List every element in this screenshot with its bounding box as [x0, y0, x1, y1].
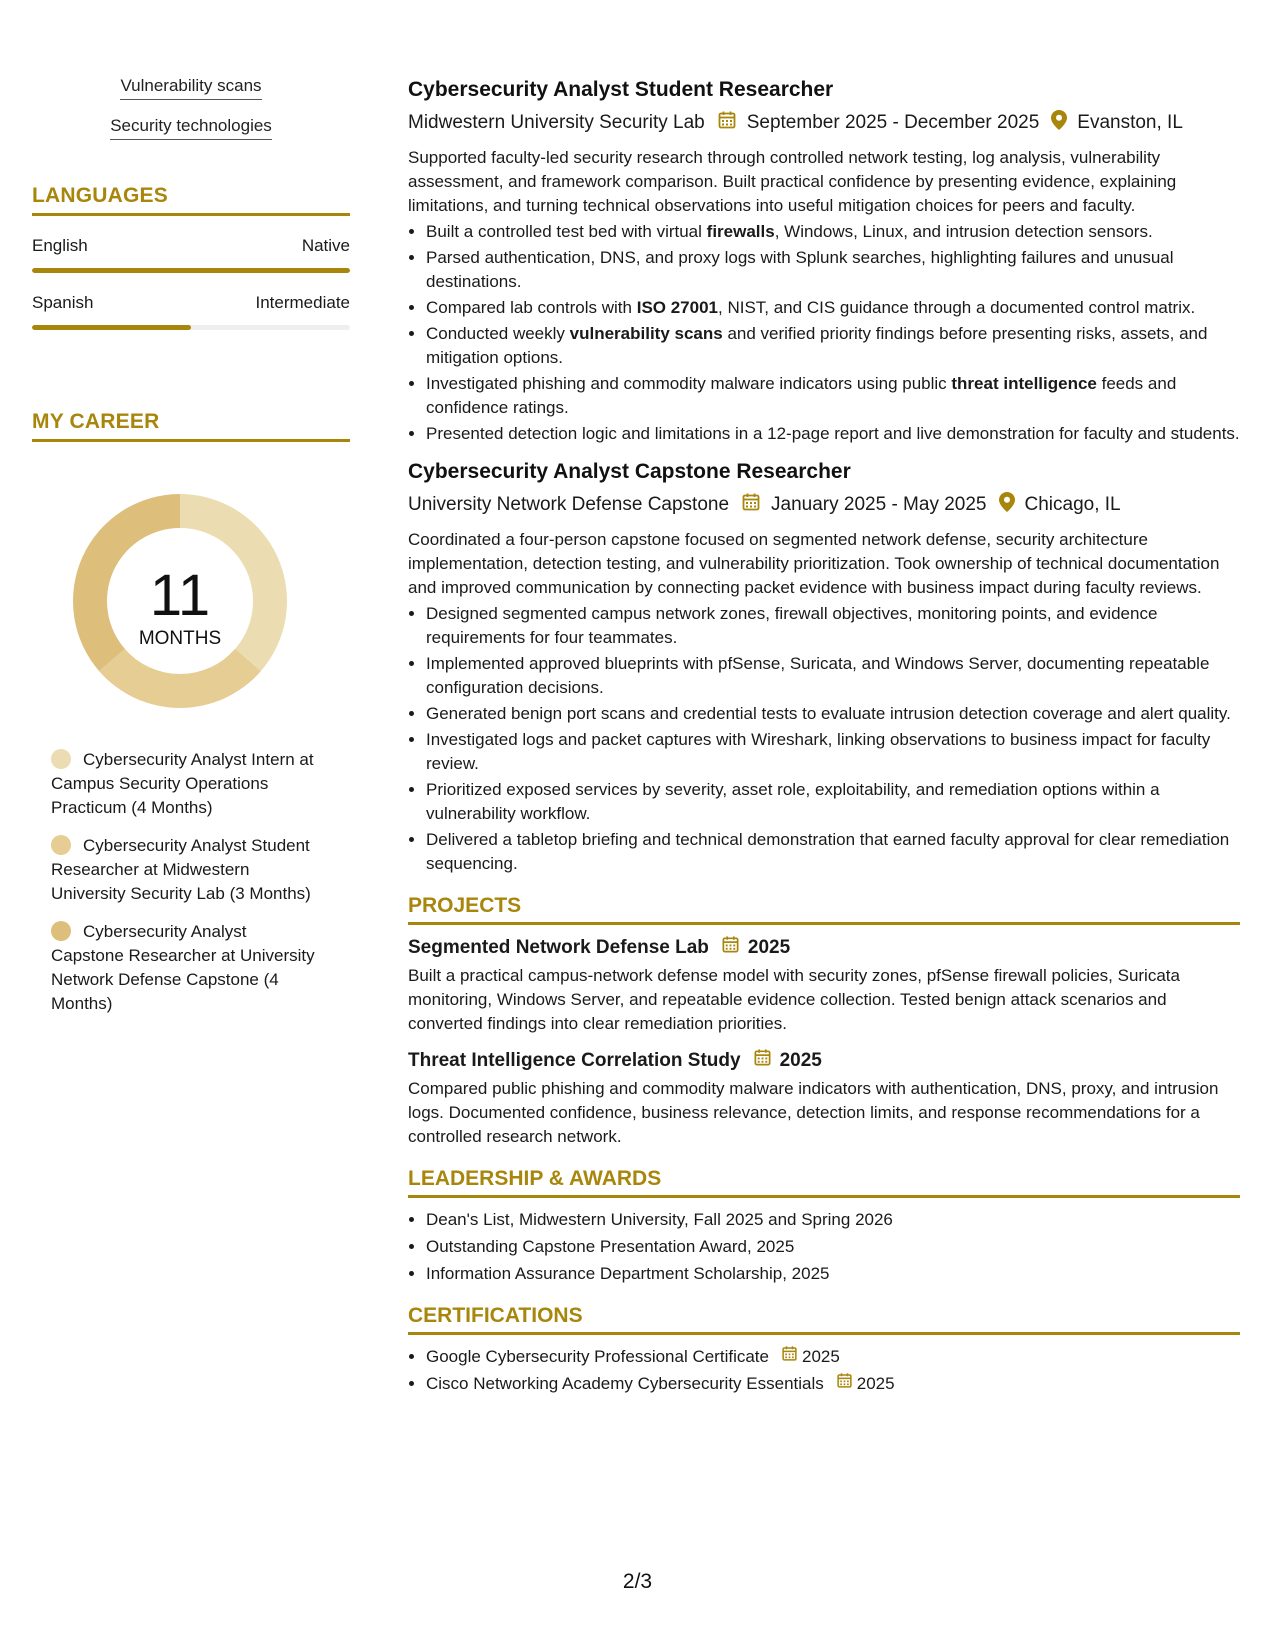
- career-legend-item: [51, 834, 321, 906]
- job-organization: University Network Defense Capstone: [408, 494, 730, 515]
- bullet-text: Parsed authentication, DNS, and proxy logs with Splunk searches, highlighting failures and unusual destinations.: [426, 248, 1174, 291]
- project-description: Built a practical campus-network defense model with security zones, pfSense firewall policies, Suricata monitoring, Windows Server, and repeatable evidence collection. Tested benign attack scenarios and converted findings into clear remediation priorities.: [408, 966, 1180, 1033]
- languages-list: [32, 236, 350, 330]
- job-dates: January 2025 - May 2025: [771, 494, 987, 515]
- bullet-text: Generated benign port scans and credential tests to evaluate intrusion detection coverage and alert quality.: [426, 704, 1231, 723]
- bullet-keyword: ISO 27001: [636, 298, 718, 317]
- job-meta: [408, 110, 1240, 136]
- projects-heading: PROJECTS: [408, 894, 1240, 925]
- project-year: 2025: [747, 936, 791, 958]
- job-bullet: [426, 296, 1240, 320]
- leadership-item: • Information Assurance Department Scholarship, 2025: [426, 1262, 1240, 1286]
- main-content: [408, 78, 1240, 1399]
- project-description: Compared public phishing and commodity malware indicators with authentication, DNS, proxy, and intrusion logs. Documented confidence, business relevance, detection limits, and response recommendations for a controlled research network.: [408, 1079, 1219, 1146]
- bullet-text: and verified priority findings before presenting risks, assets, and mitigation options.: [426, 324, 1208, 367]
- job-location: Evanston, IL: [1077, 112, 1183, 133]
- certification-name: Cisco Networking Academy Cybersecurity Essentials: [426, 1374, 824, 1393]
- bullet-text: Presented detection logic and limitations in a 12-page report and live demonstration for faculty and students.: [426, 424, 1240, 443]
- career-legend-item: [51, 748, 321, 820]
- job-bullet: [426, 652, 1240, 700]
- career-donut-segment: [99, 649, 261, 708]
- bullet-text: Conducted weekly: [426, 324, 570, 343]
- job-bullet: [426, 602, 1240, 650]
- legend-dot-icon: [51, 921, 71, 941]
- job-organization: Midwestern University Security Lab: [408, 112, 705, 133]
- job-bullet: [426, 322, 1240, 370]
- project-year: 2025: [779, 1049, 822, 1071]
- job-description: Coordinated a four-person capstone focused on segmented network defense, security architecture implementation, detection testing, and vulnerability prioritization. Took ownership of technical documentation and improved communication by connecting packet evidence with business impact during faculty reviews.: [408, 530, 1220, 597]
- certification-date: [824, 1372, 895, 1396]
- certification-name: Google Cybersecurity Professional Certificate: [426, 1347, 769, 1366]
- certification-year: 2025: [856, 1374, 895, 1393]
- language-row: [32, 236, 350, 256]
- career-unit: MONTHS: [138, 628, 222, 649]
- certification-item: [426, 1345, 1240, 1369]
- calendar-icon: [753, 1048, 772, 1073]
- calendar-icon: [721, 935, 740, 960]
- bullet-keyword: threat intelligence: [951, 374, 1097, 393]
- job-meta: [408, 492, 1240, 518]
- job-title: Cybersecurity Analyst Student Researcher: [408, 78, 834, 101]
- job-dates: September 2025 - December 2025: [746, 112, 1040, 133]
- job-title: Cybersecurity Analyst Capstone Researcher: [408, 460, 851, 483]
- sidebar: [32, 76, 350, 1030]
- job-location: Chicago, IL: [1024, 494, 1121, 515]
- experience-entry: [408, 460, 1240, 876]
- experience-section: [408, 78, 1240, 876]
- languages-heading: LANGUAGES: [32, 184, 350, 216]
- skill-label: Security technologies: [110, 116, 272, 140]
- leadership-heading: LEADERSHIP & AWARDS: [408, 1167, 1240, 1198]
- language-proficiency-bar: [32, 325, 350, 330]
- career-donut: [65, 486, 295, 716]
- map-pin-icon: [1051, 110, 1067, 136]
- job-bullets: [408, 602, 1240, 876]
- career-legend-label: Cybersecurity Analyst Intern at Campus Security Operations Practicum (4 Months): [51, 750, 314, 817]
- career-legend-label: Cybersecurity Analyst Capstone Researcher at University Network Defense Capstone (4 Months): [51, 922, 315, 1013]
- map-pin-icon: [999, 492, 1015, 518]
- bullet-text: Designed segmented campus network zones, firewall objectives, monitoring points, and evidence requirements for four teammates.: [426, 604, 1158, 647]
- leadership-list: [408, 1208, 1240, 1286]
- calendar-icon: [781, 1345, 798, 1369]
- language-name: Spanish: [32, 293, 94, 312]
- career-heading: MY CAREER: [32, 410, 350, 442]
- bullet-text: , Windows, Linux, and intrusion detection sensors.: [774, 222, 1153, 241]
- job-bullet: [426, 702, 1240, 726]
- bullet-text: Compared lab controls with: [426, 298, 637, 317]
- career-legend: [51, 748, 321, 1016]
- job-bullets: [408, 220, 1240, 446]
- career-legend-label: Cybersecurity Analyst Student Researcher at Midwestern University Security Lab (3 Months): [51, 836, 311, 903]
- bullet-text: Built a controlled test bed with virtual: [426, 222, 707, 241]
- project-title-row: [408, 935, 1240, 960]
- project-title: Threat Intelligence Correlation Study: [408, 1049, 741, 1071]
- job-description: Supported faculty-led security research through controlled network testing, log analysis, vulnerability assessment, and framework comparison. Built practical confidence by presenting evidence, explaining limitations, and turning technical observations into useful mitigation choices for peers and faculty.: [408, 148, 1177, 215]
- career-legend-item: [51, 920, 321, 1016]
- calendar-icon: [717, 110, 737, 136]
- job-bullet: [426, 246, 1240, 294]
- language-name: English: [32, 236, 88, 255]
- calendar-icon: [836, 1372, 853, 1396]
- page-number: 2/3: [622, 1570, 653, 1593]
- language-proficiency-fill: [32, 325, 191, 330]
- job-bullet: [426, 422, 1240, 446]
- language-proficiency-bar: [32, 268, 350, 273]
- bullet-text: Investigated phishing and commodity malware indicators using public: [426, 374, 952, 393]
- job-bullet: [426, 728, 1240, 776]
- job-bullet: [426, 372, 1240, 420]
- career-total: 11: [149, 563, 211, 628]
- language-item: [32, 293, 350, 330]
- job-bullet: [426, 778, 1240, 826]
- project-title: Segmented Network Defense Lab: [408, 936, 709, 958]
- leadership-item: • Dean's List, Midwestern University, Fall 2025 and Spring 2026: [426, 1208, 1240, 1232]
- project-entry: [408, 1048, 1240, 1149]
- bullet-text: Investigated logs and packet captures with Wireshark, linking observations to business impact for faculty review.: [426, 730, 1211, 773]
- bullet-text: Prioritized exposed services by severity, asset role, exploitability, and remediation options within a vulnerability workflow.: [426, 780, 1160, 823]
- legend-dot-icon: [51, 835, 71, 855]
- bullet-text: , NIST, and CIS guidance through a documented control matrix.: [718, 298, 1196, 317]
- skill-item: [32, 76, 350, 100]
- experience-entry: [408, 78, 1240, 446]
- bullet-text: Delivered a tabletop briefing and technical demonstration that earned faculty approval for clear remediation sequencing.: [426, 830, 1230, 873]
- project-entry: [408, 935, 1240, 1036]
- calendar-icon: [741, 492, 761, 518]
- certification-date: [769, 1345, 840, 1369]
- projects-list: [408, 935, 1240, 1149]
- skill-label: Vulnerability scans: [120, 76, 261, 100]
- language-row: [32, 293, 350, 313]
- certifications-heading: CERTIFICATIONS: [408, 1304, 1240, 1335]
- language-item: [32, 236, 350, 273]
- bullet-text: Implemented approved blueprints with pfSense, Suricata, and Windows Server, documenting repeatable configuration decisions.: [426, 654, 1210, 697]
- certification-item: [426, 1372, 1240, 1396]
- skill-item: [32, 116, 350, 140]
- certifications-list: [408, 1345, 1240, 1396]
- project-title-row: [408, 1048, 1240, 1073]
- job-bullet: [426, 828, 1240, 876]
- leadership-item: • Outstanding Capstone Presentation Award, 2025: [426, 1235, 1240, 1259]
- language-level: Native: [301, 236, 350, 255]
- legend-dot-icon: [51, 749, 71, 769]
- certification-year: 2025: [801, 1347, 840, 1366]
- bullet-text: feeds and confidence ratings.: [426, 374, 1177, 417]
- language-level: Intermediate: [255, 293, 350, 312]
- language-proficiency-fill: [32, 268, 350, 273]
- bullet-keyword: firewalls: [706, 222, 775, 241]
- job-bullet: [426, 220, 1240, 244]
- bullet-keyword: vulnerability scans: [569, 324, 723, 343]
